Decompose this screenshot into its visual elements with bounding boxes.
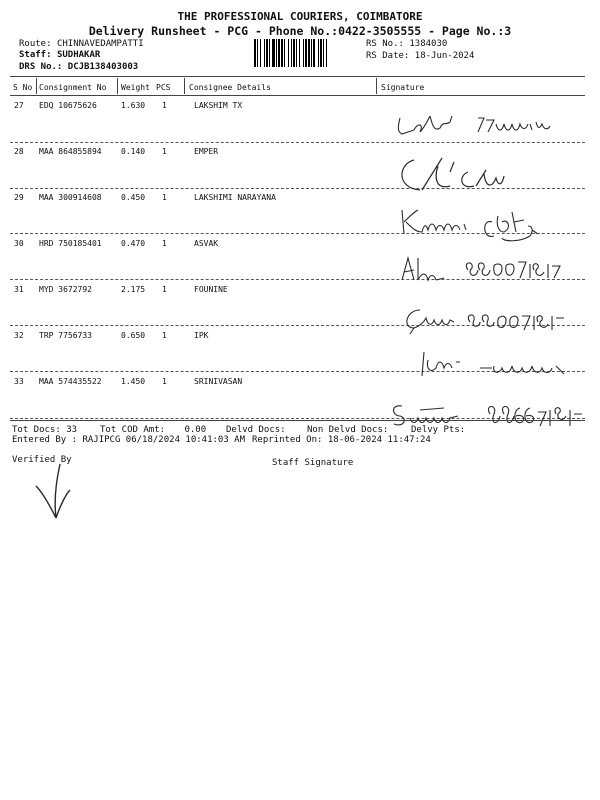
col-header-consignee: Consignee Details [189, 83, 271, 92]
col-header-sno: S No [13, 83, 33, 92]
tot-docs-label: Tot Docs: [12, 425, 61, 435]
tot-cod [100, 425, 206, 435]
reprinted-label: Reprinted On: [252, 435, 323, 445]
row-consignee: LAKSHIMI NARAYANA [194, 193, 276, 202]
delvd-docs-label: Delvd Docs: [226, 425, 286, 435]
row-pcs: 1 [162, 101, 167, 110]
signature-kumari [380, 200, 580, 248]
row-consignee: ASVAK [194, 239, 219, 248]
row-consignee: FOUNINE [194, 285, 228, 294]
table-bottom-rule [10, 420, 585, 421]
row-consignment: MYD 3672792 [39, 285, 92, 294]
row-sno: 27 [14, 101, 24, 110]
entered-by-value: RAJIPCG 06/18/2024 10:41:03 AM [82, 435, 246, 445]
tot-cod-value: 0.00 [184, 425, 207, 435]
entered-by [12, 435, 245, 445]
col-divider [376, 78, 377, 94]
row-pcs: 1 [162, 147, 167, 156]
rs-no-value: 1384030 [409, 39, 448, 49]
table-header-rule [10, 95, 585, 96]
row-weight: 1.450 [121, 377, 146, 386]
row-sno: 32 [14, 331, 24, 340]
row-sno: 28 [14, 147, 24, 156]
row-consignment: TRP 7756733 [39, 331, 92, 340]
row-weight: 0.650 [121, 331, 146, 340]
row-consignee: EMPER [194, 147, 219, 156]
col-header-consignment: Consignment No [39, 83, 107, 92]
row-weight: 1.630 [121, 101, 146, 110]
verifier-signature-mark [30, 462, 80, 524]
col-header-weight: Weight [121, 83, 150, 92]
row-pcs: 1 [162, 331, 167, 340]
row-consignee: LAKSHIM TX [194, 101, 243, 110]
barcode-bar [327, 39, 328, 67]
verified-by-label: Verified By [12, 455, 72, 465]
row-consignment: HRD 750185401 [39, 239, 102, 248]
row-consignment: MAA 300914608 [39, 193, 102, 202]
signature-abra [380, 252, 580, 292]
col-divider [184, 78, 185, 94]
signature-gami [380, 300, 580, 340]
drs-label: DRS No.: [19, 62, 63, 72]
col-divider [36, 78, 37, 94]
row-consignee: SRINIVASAN [194, 377, 243, 386]
col-header-signature: Signature [381, 83, 425, 92]
row-pcs: 1 [162, 377, 167, 386]
barcode [254, 39, 360, 67]
row-weight: 0.450 [121, 193, 146, 202]
rs-no-line [366, 39, 447, 49]
row-sno: 31 [14, 285, 24, 294]
route-value: CHINNAVEDAMPATTI [56, 39, 144, 49]
col-header-pcs: PCS [156, 83, 171, 92]
row-pcs: 1 [162, 285, 167, 294]
row-weight: 2.175 [121, 285, 146, 294]
rs-date-line [366, 51, 474, 61]
rs-no-label: RS No.: [366, 39, 404, 49]
reprinted-on [252, 435, 431, 445]
staff-signature-label: Staff Signature [272, 458, 354, 468]
company-title: THE PROFESSIONAL COURIERS, COIMBATORE [177, 10, 423, 23]
staff-label: Staff: [19, 50, 52, 60]
runsheet-subtitle: Delivery Runsheet - PCG - Phone No.:0422-3505555 - Page No.:3 [88, 24, 512, 38]
entered-by-label: Entered By : [12, 435, 78, 445]
signature-jani [380, 346, 580, 386]
route-line [19, 39, 144, 49]
staff-line [19, 50, 100, 60]
drs-value: DCJB138403003 [67, 62, 139, 72]
tot-cod-label: Tot COD Amt: [100, 425, 166, 435]
row-pcs: 1 [162, 239, 167, 248]
staff-value: SUDHAKAR [56, 50, 101, 60]
row-consignee: IPK [194, 331, 209, 340]
tot-docs [12, 425, 77, 435]
rs-date-label: RS Date: [366, 51, 410, 61]
signature-lakshmi [380, 110, 580, 144]
tot-docs-value: 33 [66, 425, 78, 435]
route-label: Route: [19, 39, 52, 49]
signature-cn-cw [380, 150, 540, 204]
row-sno: 30 [14, 239, 24, 248]
col-divider [117, 78, 118, 94]
drs-line [19, 62, 138, 72]
row-weight: 0.140 [121, 147, 146, 156]
non-delvd-docs-label: Non Delvd Docs: [307, 425, 389, 435]
row-consignment: MAA 574435522 [39, 377, 102, 386]
rs-date-value: 18-Jun-2024 [414, 51, 475, 61]
table-top-rule [10, 76, 585, 77]
row-sno: 33 [14, 377, 24, 386]
row-consignment: MAA 864855894 [39, 147, 102, 156]
row-sno: 29 [14, 193, 24, 202]
reprinted-value: 18-06-2024 11:47:24 [327, 435, 431, 445]
row-consignment: EDQ 10675626 [39, 101, 97, 110]
delvy-pts-label: Delvy Pts: [411, 425, 466, 435]
row-pcs: 1 [162, 193, 167, 202]
row-weight: 0.470 [121, 239, 146, 248]
